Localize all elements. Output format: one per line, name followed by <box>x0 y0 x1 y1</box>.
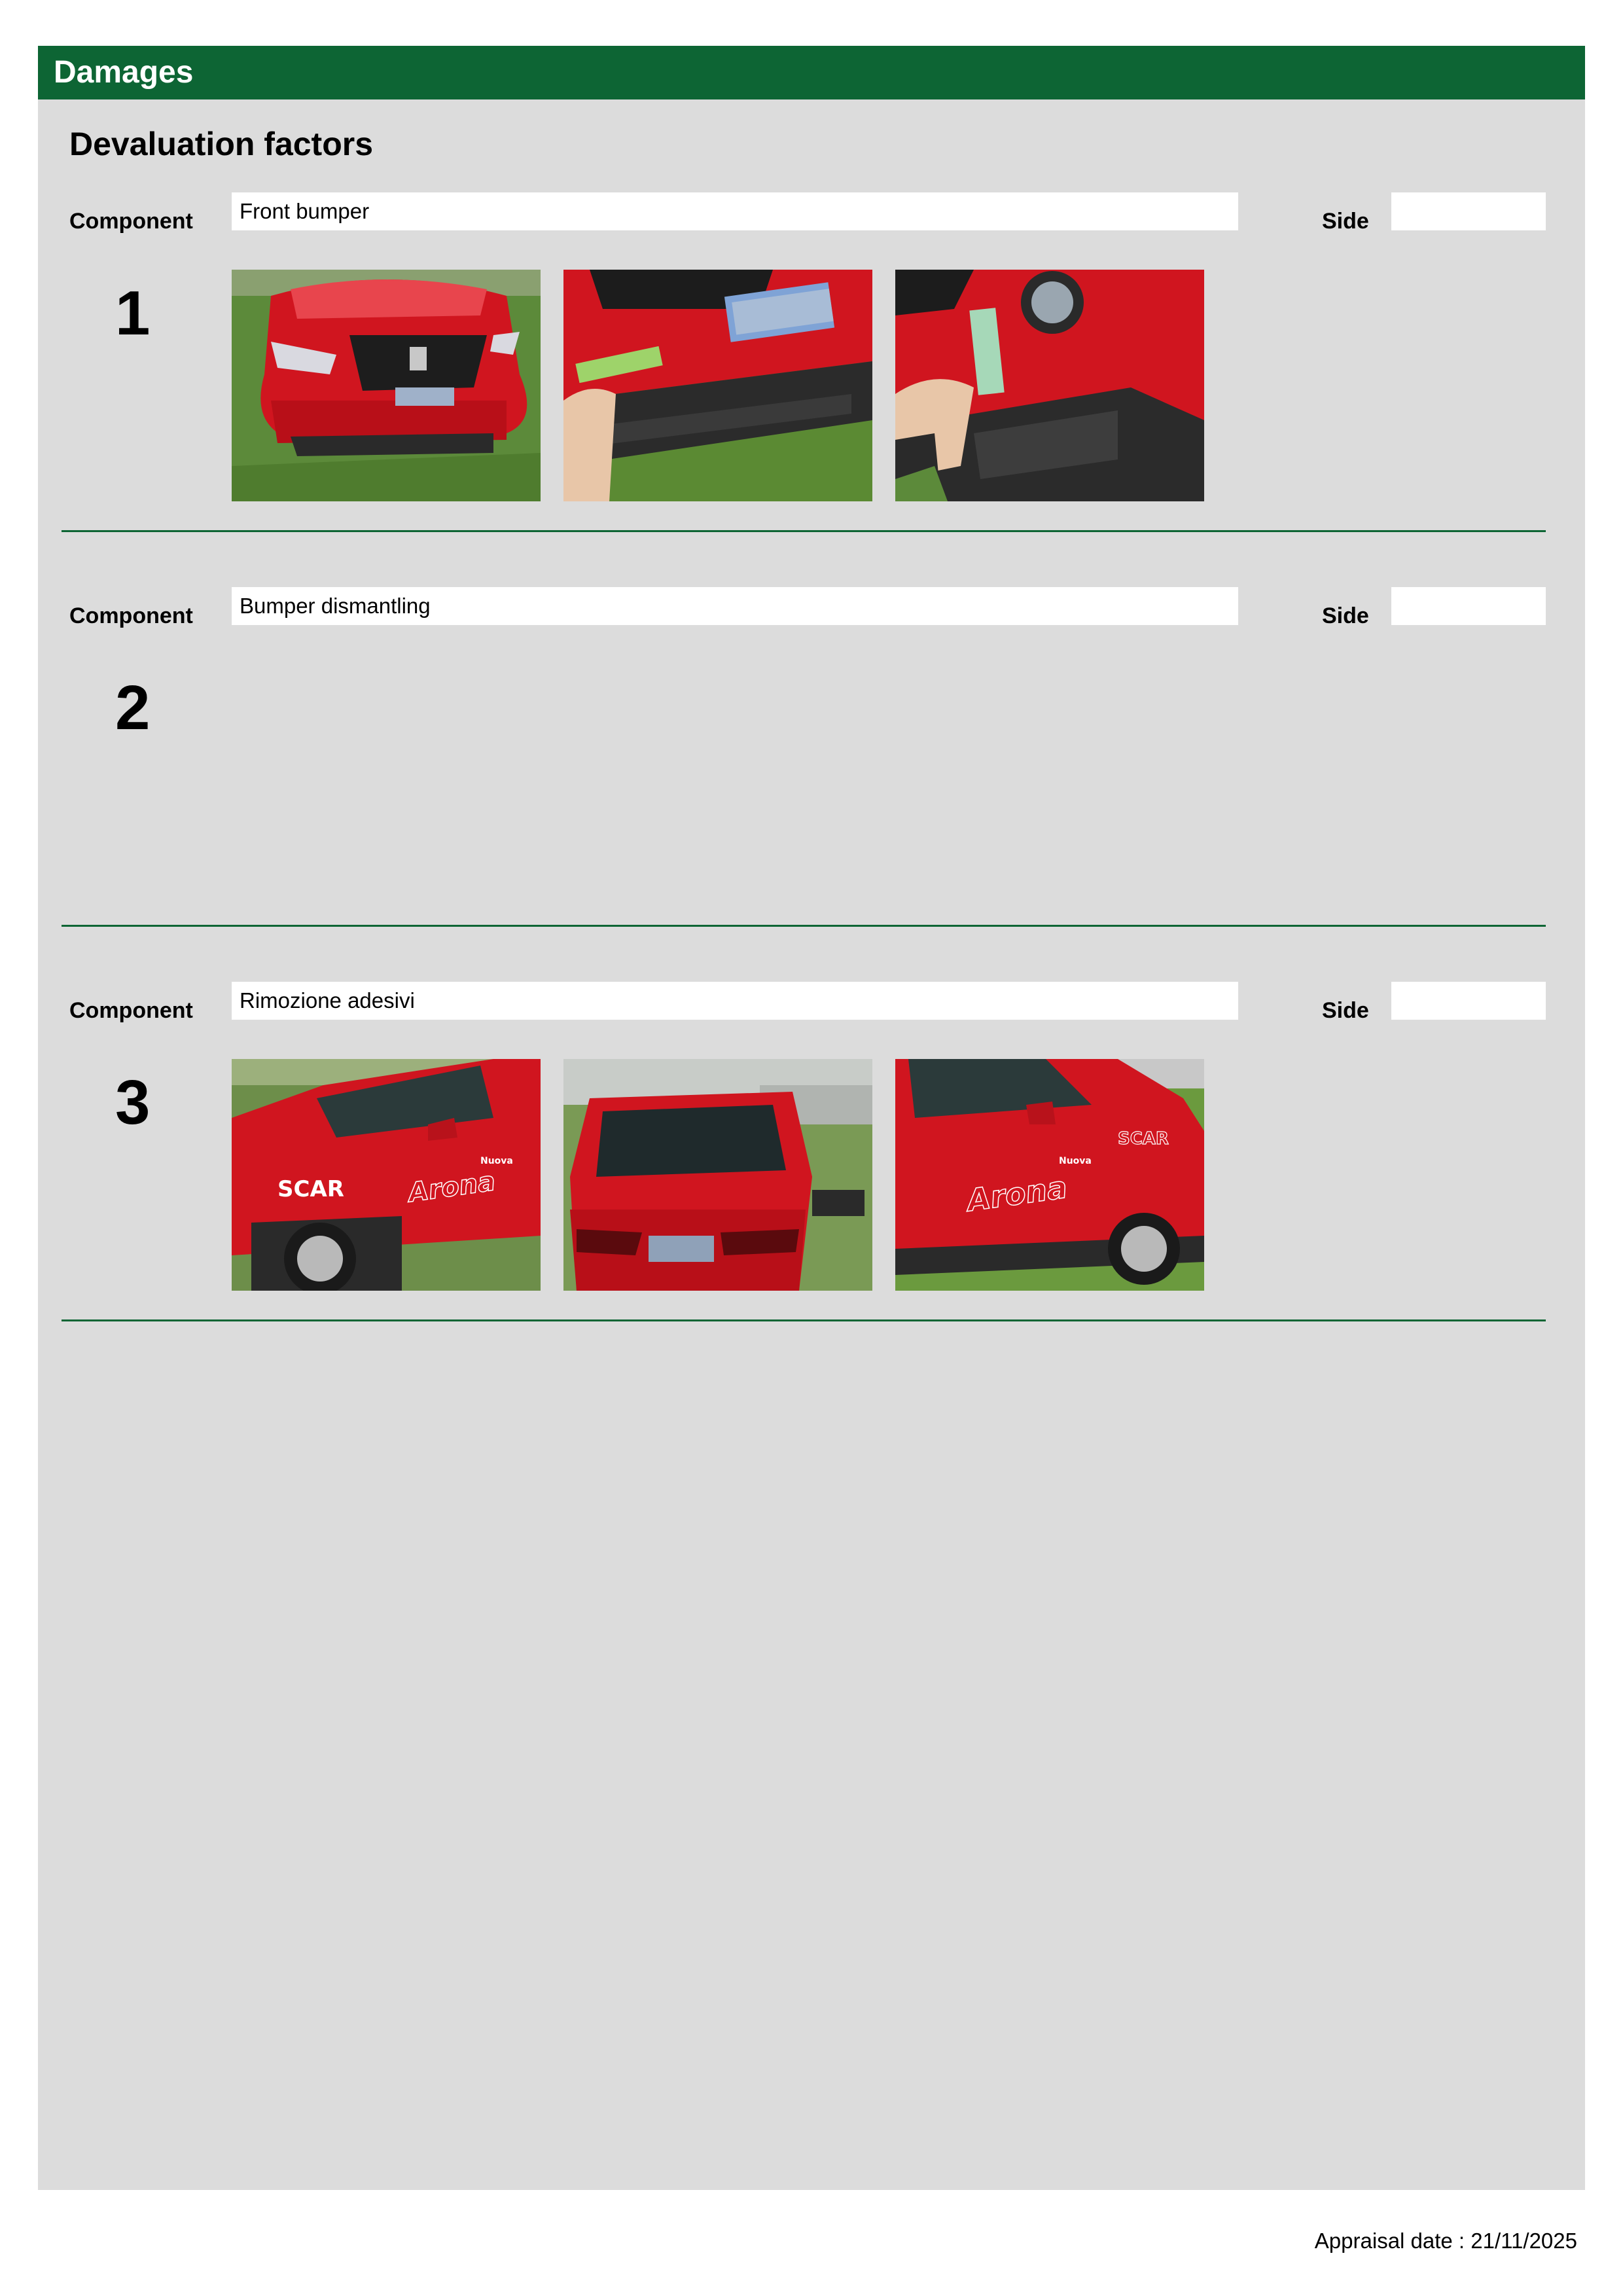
component-label: Component <box>69 209 193 234</box>
item-number: 1 <box>115 278 151 348</box>
right-side-sticker-photo[interactable] <box>895 1059 1204 1291</box>
damage-item-1 <box>38 192 1585 587</box>
component-label: Component <box>69 603 193 628</box>
component-field[interactable]: Front bumper <box>232 192 1238 230</box>
tagline-sticker: Nuova <box>480 1156 513 1166</box>
model-sticker: Arona <box>965 1169 1069 1219</box>
damage-item-3 <box>38 982 1585 1376</box>
component-field[interactable]: Rimozione adesivi <box>232 982 1238 1020</box>
side-field[interactable] <box>1391 587 1546 625</box>
side-field[interactable] <box>1391 192 1546 230</box>
component-field[interactable]: Bumper dismantling <box>232 587 1238 625</box>
component-label: Component <box>69 998 193 1023</box>
side-label: Side <box>1322 603 1369 628</box>
brand-sticker: SCAR <box>1118 1129 1169 1149</box>
item-separator <box>62 1319 1546 1321</box>
item-separator <box>62 925 1546 927</box>
side-label: Side <box>1322 209 1369 234</box>
section-title: Devaluation factors <box>69 126 374 162</box>
item-number: 2 <box>115 673 151 743</box>
damage-item-2 <box>38 587 1585 982</box>
appraisal-date-label: Appraisal date : <box>1314 2229 1471 2253</box>
side-field[interactable] <box>1391 982 1546 1020</box>
item-number: 3 <box>115 1067 151 1138</box>
damages-panel <box>38 46 1585 2190</box>
side-label: Side <box>1322 998 1369 1023</box>
appraisal-date-value: 21/11/2025 <box>1471 2229 1577 2253</box>
appraisal-date <box>1315 2228 1577 2254</box>
header-bar <box>38 46 1585 99</box>
rear-car-photo[interactable] <box>563 1059 872 1291</box>
bumper-detail-measurement-photo[interactable] <box>895 270 1204 501</box>
bumper-measurement-photo[interactable] <box>563 270 872 501</box>
page-title: Damages <box>54 55 194 90</box>
left-side-sticker-photo[interactable] <box>232 1059 541 1291</box>
item-separator <box>62 530 1546 532</box>
front-bumper-overview-photo[interactable] <box>232 270 541 501</box>
brand-sticker: SCAR <box>277 1176 344 1202</box>
model-sticker: Arona <box>406 1166 497 1209</box>
tagline-sticker: Nuova <box>1059 1156 1092 1166</box>
